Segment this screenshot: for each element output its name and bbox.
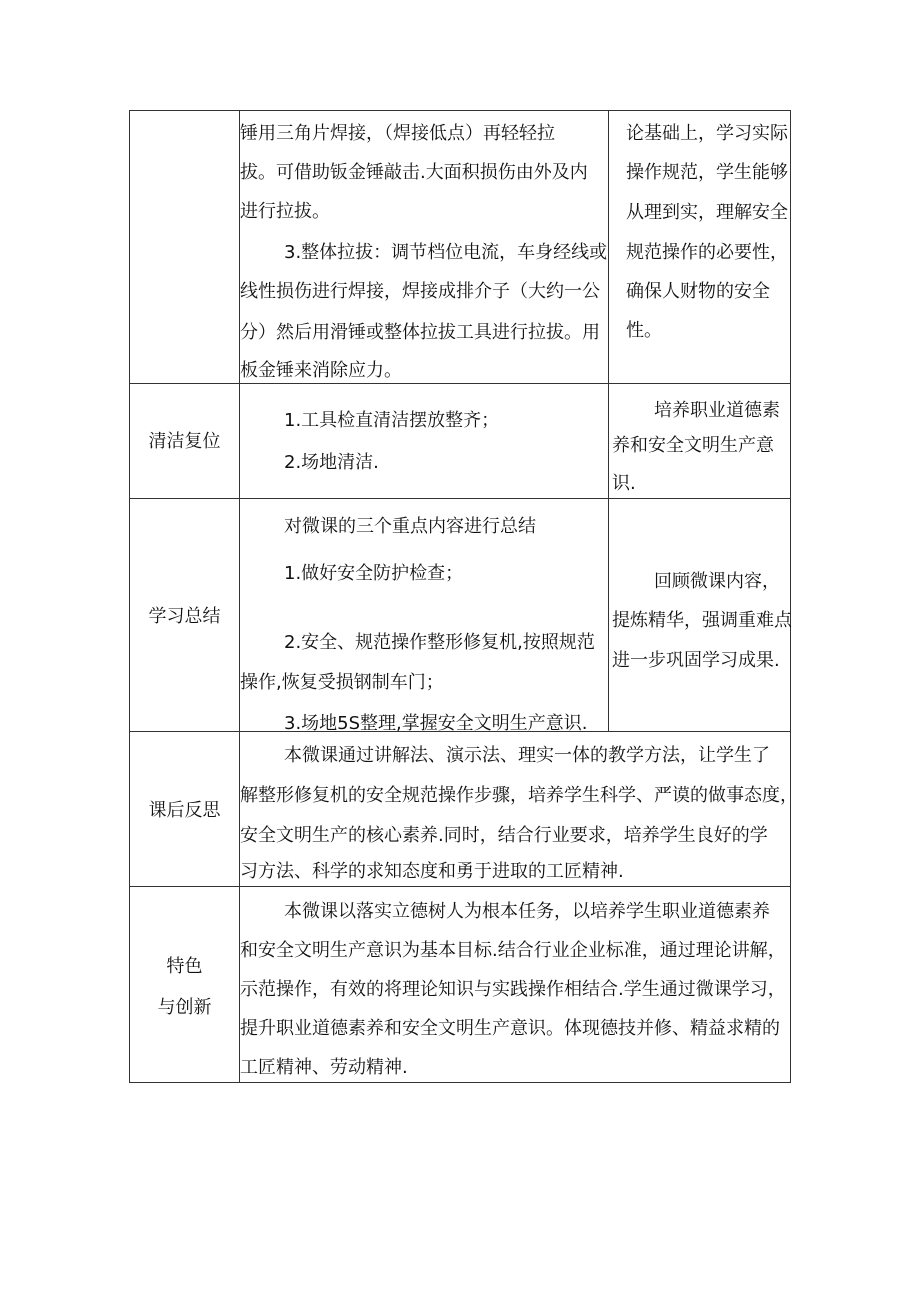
content-line: 板金锤来消除应力。 [240, 360, 402, 381]
aim-line: 确保人财物的安全 [626, 281, 770, 302]
content-line: 本微课以落实立德树人为根本任务，以培养学生职业道德素养 [284, 901, 770, 922]
content-line: 操作,恢复受损钢制车门； [240, 672, 444, 693]
aim-line: 规范操作的必要性， [626, 242, 788, 263]
content-line: 3.整体拉拔：调节档位电流，车身经线或 [284, 242, 608, 263]
content-line: 2.场地清洁. [284, 452, 379, 473]
content-line: 1.工具检直清洁摆放整齐； [284, 410, 500, 431]
aim-line: 操作规范，学生能够 [626, 162, 788, 183]
aim-line: 养和安全文明生产意 [612, 435, 774, 456]
column-divider [239, 110, 240, 1083]
table-border-bottom [129, 1082, 791, 1083]
aim-line: 从理到实，理解安全 [626, 202, 788, 223]
table-border-top [129, 110, 791, 111]
content-line: 工匠精神、劳动精神. [240, 1057, 408, 1078]
row-label: 特色 [166, 956, 203, 977]
content-line: 3.场地5S整理,掌握安全文明生产意识. [284, 713, 588, 734]
content-line: 进行拉拔。 [240, 201, 330, 222]
content-line: 安全文明生产的核心素养.同时，结合行业要求，培养学生良好的学 [240, 825, 768, 846]
content-line: 习方法、科学的求知态度和勇于进取的工匠精神. [240, 861, 624, 882]
content-line: 锤用三角片焊接，（焊接低点）再轻轻拉 [240, 123, 555, 144]
aim-line: 论基础上，学习实际 [626, 123, 788, 144]
row-label: 学习总结 [148, 606, 221, 627]
table-border-right [790, 110, 791, 1083]
content-line: 本微课通过讲解法、演示法、理实一体的教学方法，让学生了 [284, 745, 770, 766]
content-line: 1.做好安全防护检查； [284, 563, 464, 584]
content-line: 提升职业道德素养和安全文明生产意识。体现德技并修、精益求精的 [240, 1018, 780, 1039]
row-label: 课后反思 [148, 800, 221, 821]
row-divider [129, 383, 791, 384]
aim-line: 提炼精华，强调重难点 [612, 610, 792, 631]
content-line: 2.安全、规范操作整形修复机,按照规范 [284, 632, 595, 653]
row-label: 清洁复位 [148, 431, 221, 452]
row-label: 与创新 [157, 997, 212, 1018]
content-line: 拔。可借助钣金锤敲击.大面积损伤由外及内 [240, 162, 588, 183]
content-line: 和安全文明生产意识为基本目标.结合行业企业标准，通过理论讲解， [240, 940, 786, 961]
content-line: 分）然后用滑锤或整体拉拔工具进行拉拔。用 [240, 322, 600, 343]
content-line: 示范操作，有效的将理论知识与实践操作相结合.学生通过微课学习， [240, 979, 786, 1000]
content-line: 对微课的三个重点内容进行总结 [284, 516, 536, 537]
column-divider-aim [608, 110, 609, 732]
content-line: 解整形修复机的安全规范操作步骤，培养学生科学、严谟的做事态度， [240, 785, 798, 806]
row-divider [129, 498, 791, 499]
content-line: 线性损伤进行焊接，焊接成排介子（大约一公 [240, 281, 600, 302]
aim-line: 培养职业道德素 [654, 400, 780, 421]
aim-line: 性。 [626, 320, 662, 341]
aim-line: 识. [612, 473, 636, 494]
aim-line: 回顾微课内容， [654, 571, 780, 592]
table-border-left [129, 110, 130, 1083]
row-divider [129, 886, 791, 887]
aim-line: 进一步巩固学习成果. [612, 650, 780, 671]
